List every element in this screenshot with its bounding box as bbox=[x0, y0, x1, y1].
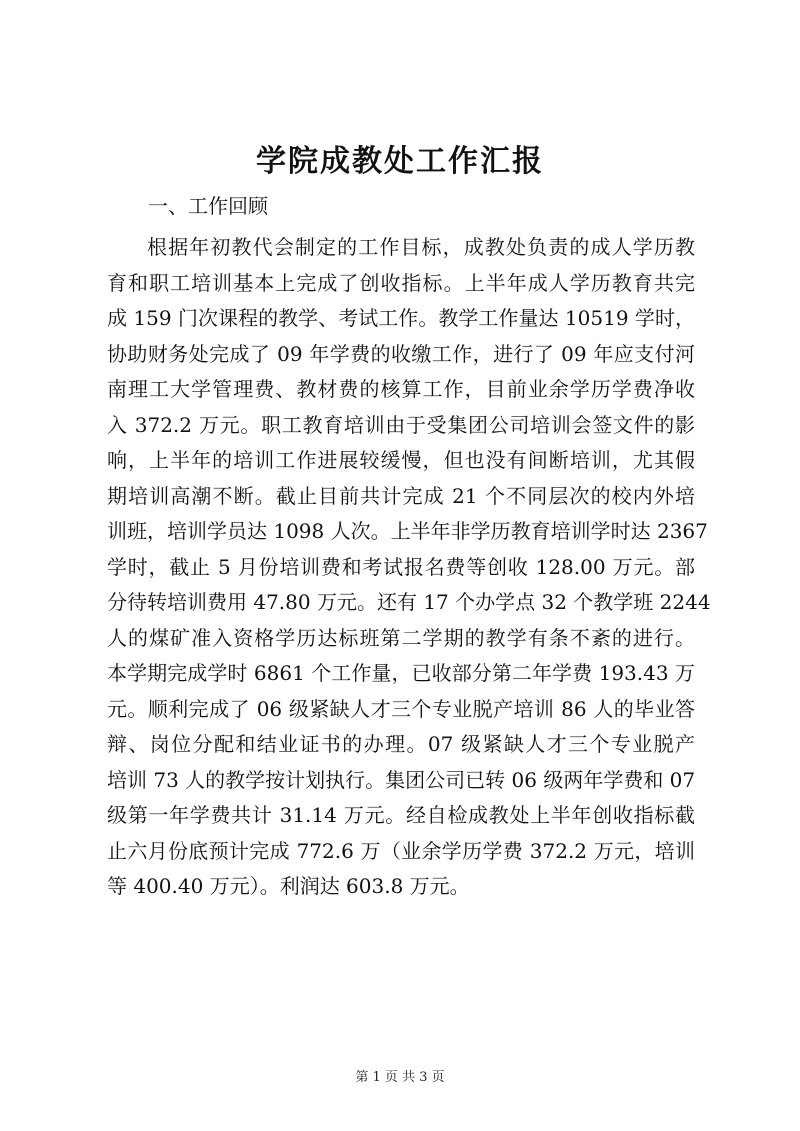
paragraph-line: 止六月份底预计完成 772.6 万（业余学历学费 372.2 万元，培训 bbox=[107, 838, 695, 863]
paragraph-line: 培训 73 人的教学按计划执行。集团公司已转 06 级两年学费和 07 bbox=[107, 767, 696, 792]
paragraph-line: 等 400.40 万元）。利润达 603.8 万元。 bbox=[107, 874, 470, 898]
paragraph-line: 辩、岗位分配和结业证书的办理。07 级紧缺人才三个专业脱产 bbox=[107, 732, 695, 756]
paragraph-line: 协助财务处完成了 09 年学费的收缴工作，进行了 09 年应支付河 bbox=[107, 341, 695, 366]
page-footer: 第 1 页 共 3 页 bbox=[355, 1070, 445, 1085]
paragraph-line: 南理工大学管理费、教材费的核算工作，目前业余学历学费净收 bbox=[107, 377, 695, 401]
paragraph-line: 级第一年学费共计 31.14 万元。经自检成教处上半年创收指标截 bbox=[107, 803, 695, 827]
paragraph-line: 分待转培训费用 47.80 万元。还有 17 个办学点 32 个教学班 2244 bbox=[107, 590, 711, 614]
paragraph-line: 根据年初教代会制定的工作目标，成教处负责的成人学历教 bbox=[147, 235, 695, 259]
body-paragraph bbox=[107, 230, 711, 905]
section-heading: 一、工作回顾 bbox=[148, 194, 268, 218]
paragraph-line: 学时，截止 5 月份培训费和考试报名费等创收 128.00 万元。部 bbox=[107, 554, 695, 579]
paragraph-line: 元。顺利完成了 06 级紧缺人才三个专业脱产培训 86 人的毕业答 bbox=[107, 696, 695, 721]
paragraph-line: 入 372.2 万元。职工教育培训由于受集团公司培训会签文件的影 bbox=[107, 412, 695, 437]
document-title: 学院成教处工作汇报 bbox=[256, 144, 544, 179]
paragraph-line: 本学期完成学时 6861 个工作量，已收部分第二年学费 193.43 万 bbox=[107, 661, 695, 685]
paragraph-line: 期培训高潮不断。截止目前共计完成 21 个不同层次的校内外培 bbox=[107, 483, 695, 508]
paragraph-line: 训班，培训学员达 1098 人次。上半年非学历教育培训学时达 2367 bbox=[107, 519, 708, 543]
paragraph-line: 响，上半年的培训工作进展较缓慢，但也没有间断培训，尤其假 bbox=[107, 448, 695, 472]
paragraph-line: 育和职工培训基本上完成了创收指标。上半年成人学历教育共完 bbox=[107, 270, 695, 295]
paragraph-line: 人的煤矿准入资格学历达标班第二学期的教学有条不紊的进行。 bbox=[107, 625, 695, 650]
paragraph-line: 成 159 门次课程的教学、考试工作。教学工作量达 10519 学时， bbox=[107, 306, 695, 330]
